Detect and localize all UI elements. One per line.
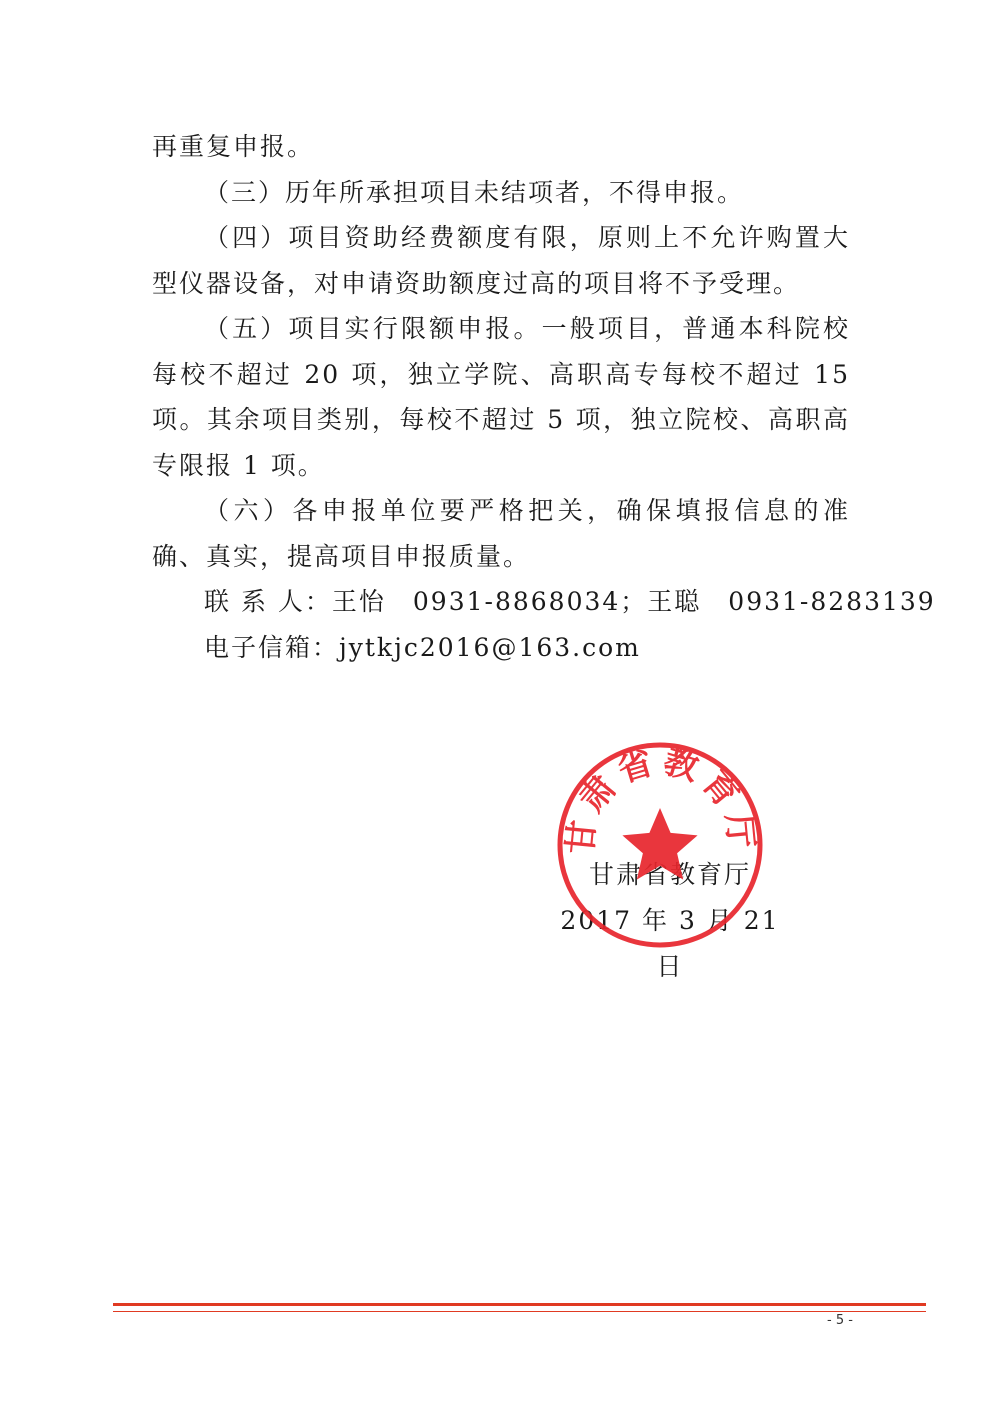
contact-person-line: 联 系 人：王怡 0931-8868034；王聪 0931-8283139 — [204, 587, 936, 616]
signature-date: 2017 年 3 月 21 日 — [560, 906, 780, 981]
signature-organization: 甘肃省教育厅 — [588, 860, 751, 889]
paragraph-item-3: （三）历年所承担项目未结项者，不得申报。 — [204, 177, 745, 207]
star-icon — [622, 808, 697, 880]
footer-rule-thin — [113, 1311, 926, 1312]
footer-rule-thick — [113, 1303, 926, 1306]
paragraph-item-6: （六）各申报单位要严格把关，确保填报信息的准确、真实，提高项目申报质量。 — [152, 496, 850, 571]
document-body — [152, 124, 936, 670]
paragraph-continuation: 再重复申报。 — [152, 132, 315, 161]
page-number: - 5 - — [827, 1313, 853, 1328]
contact-email-line: 电子信箱：jytkjc2016@163.com — [204, 632, 641, 662]
paragraph-item-4: （四）项目资助经费额度有限，原则上不允许购置大型仪器设备，对申请资助额度过高的项目将不予受理。 — [152, 223, 850, 298]
paragraph-item-5: （五）项目实行限额申报。一般项目，普通本科院校每校不超过 20 项，独立学院、高职高专每校不超过 15 项。其余项目类别，每校不超过 5 项，独立院校、高职高专限报 1 项。 — [152, 314, 850, 480]
seal-text-path: 甘肃省教育厅 — [560, 741, 762, 856]
official-seal — [555, 740, 765, 950]
